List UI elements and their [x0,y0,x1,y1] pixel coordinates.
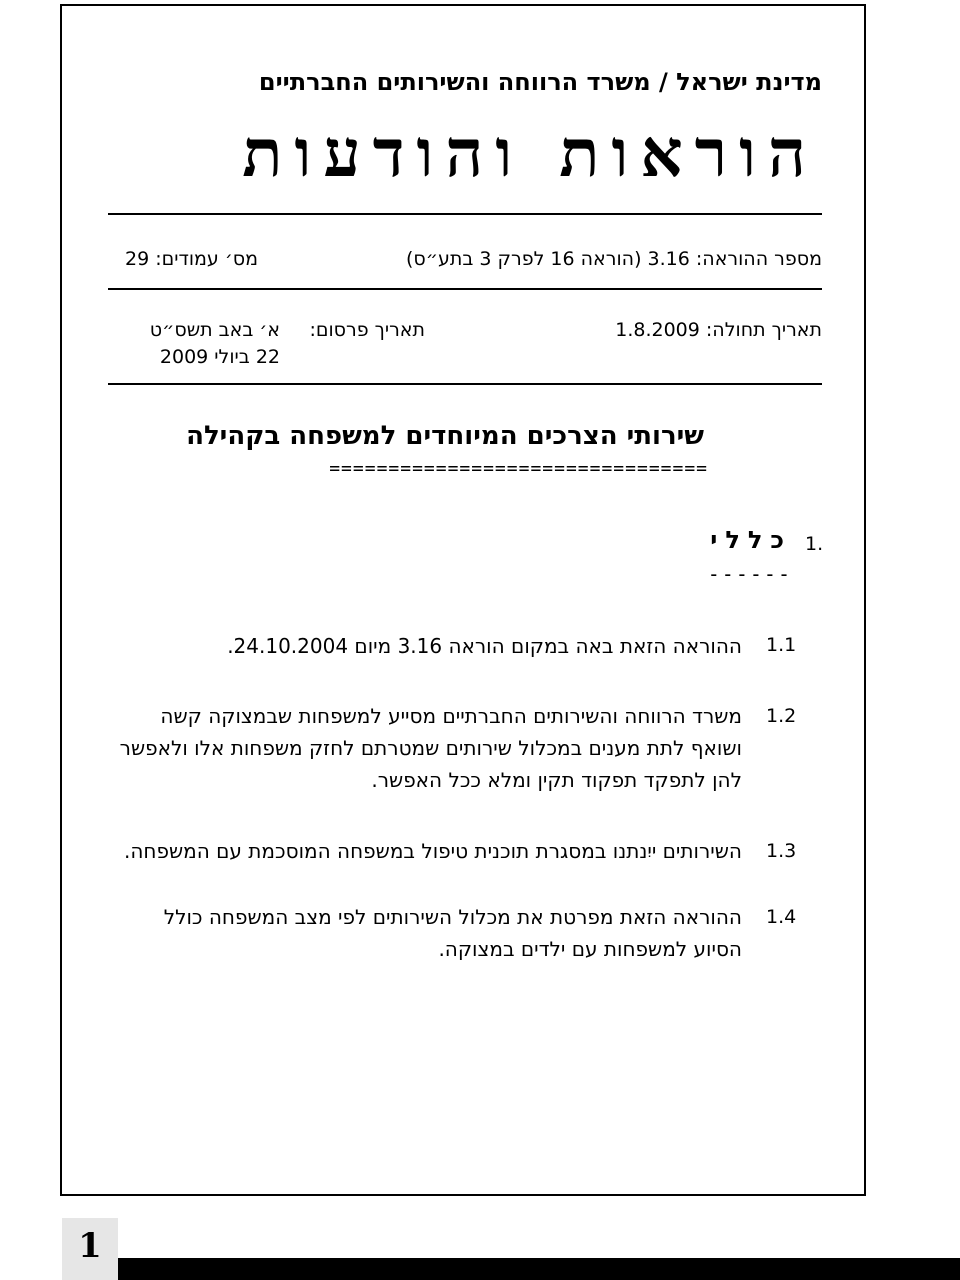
item-number: 1.2 [766,705,797,727]
pages-count: מס׳ עמודים: 29 [124,248,258,270]
item-text: ההוראה הזאת מפרטת את מכלול השירותים לפי מצב המשפחה כולל [163,905,742,929]
publication-date-hebrew: א׳ באב תשס״ט [149,319,280,341]
subject-title: שירותי הצרכים המיוחדים למשפחה בקהילה [186,421,704,451]
item-number: 1.1 [766,634,797,656]
item-text: משרד הרווחה והשירותים החברתיים מסייע למשפחות שבמצוקה קשה [160,704,742,728]
section-number: 1. [805,533,824,555]
divider [108,288,822,290]
publication-date-label: תאריך פרסום: [309,319,425,341]
ministry-header: מדינת ישראל / משרד הרווחה והשירותים החברתיים [258,68,822,96]
section-title: כללי [710,526,792,554]
section-underline: ------ [707,562,792,586]
publication-date-gregorian: 22 ביולי 2009 [159,346,280,368]
item-number: 1.3 [766,840,797,862]
effective-date: תאריך תחולה: 1.8.2009 [615,319,822,341]
instruction-number: מספר ההוראה: 3.16 (הוראה 16 לפרק 3 בתע״ס) [405,248,822,270]
item-text: הסיוע למשפחות עם ילדים במצוקה. [438,937,742,961]
item-text: השירותים ייִנתנו במסגרת תוכנית טיפול במשפחה המוסכמת עם המשפחה. [123,839,742,863]
item-number: 1.4 [766,906,797,928]
page-number: 1 [78,1226,102,1266]
divider [108,383,822,385]
divider [108,213,822,215]
footer-bar [118,1258,960,1280]
item-text: להן לתפקד תפקוד תקין ומלא ככל האפשר. [371,768,742,792]
subject-underline: ================================ [329,458,708,479]
document-title: הוראות והודעות [242,114,818,192]
item-text: ההוראה הזאת באה במקום הוראה 3.16 מיום 24.10.2004. [227,634,742,658]
item-text: ושואף לתת מענים במכלול שירותים שמטרתם לחזק משפחות אלו ולאפשר [119,736,742,760]
